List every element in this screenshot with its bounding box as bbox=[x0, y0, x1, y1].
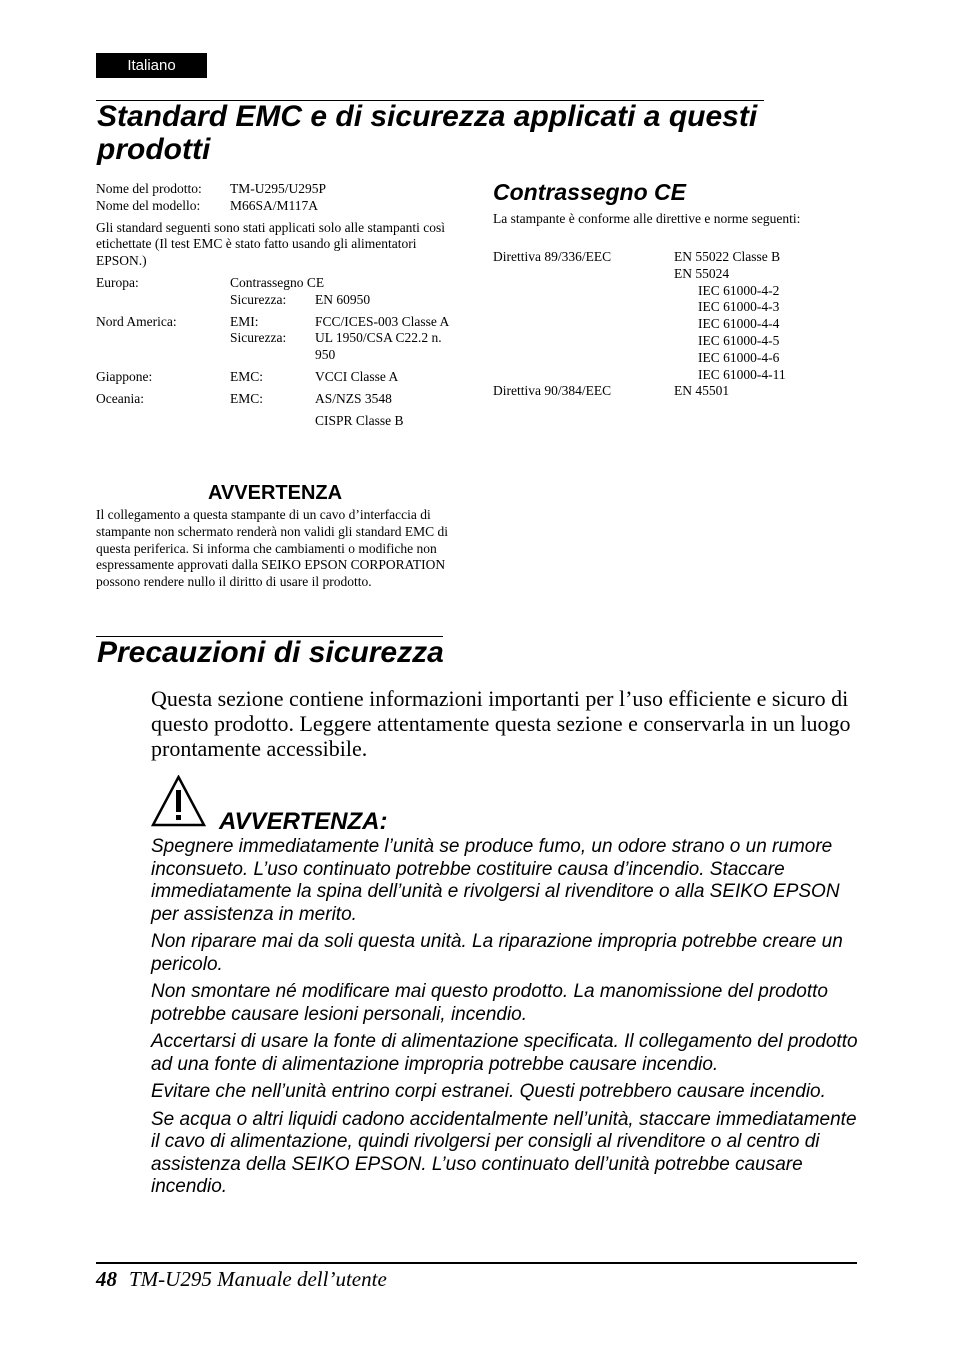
directive-standard: EN 45501 bbox=[674, 383, 730, 399]
iec-standard: IEC 61000-4-2 bbox=[698, 282, 780, 298]
warning-exclamation-icon bbox=[151, 775, 206, 827]
page-footer bbox=[96, 1267, 387, 1291]
emc-intro-text: Gli standard seguenti sono stati applicati solo alle stampanti così etichettate (Il test EMC è stato fatto usando gli alimentatori EPSON.) bbox=[96, 219, 446, 269]
language-tab: Italiano bbox=[96, 53, 207, 78]
footer-rule bbox=[96, 1262, 857, 1264]
region-label: Europa: bbox=[96, 274, 139, 290]
region-standard-label: Contrassegno CE bbox=[230, 274, 325, 290]
directive-label: Direttiva 89/336/EEC bbox=[493, 249, 612, 264]
region-standard-value: EN 60950 bbox=[315, 291, 371, 307]
directive-standard: EN 55022 Classe B bbox=[674, 249, 781, 264]
region-standard-value: FCC/ICES-003 Classe A bbox=[315, 313, 450, 329]
directive-standard: EN 55024 bbox=[674, 265, 730, 281]
warning-item: Accertarsi di usare la fonte di alimentazione specificata. Il collegamento del prodotto ad una fonte di alimentazione impropria potrebbe causare incendio. bbox=[151, 1031, 858, 1075]
page-number: 48 bbox=[96, 1267, 117, 1291]
iec-standard: IEC 61000-4-6 bbox=[698, 349, 780, 365]
warning-list bbox=[151, 836, 863, 1204]
region-standard-label: EMC: bbox=[230, 390, 264, 406]
region-standard-label: EMC: bbox=[230, 368, 264, 384]
warning-item: Spegnere immediatamente l’unità se produce fumo, un odore strano o un rumore inconsueto. L’uso continuato potrebbe costituire causa d’incendio. Staccare immediatamente la spina dell’unità e rivolgersi al rivenditore o alla SEIKO EPSON per assistenza in merito. bbox=[151, 836, 840, 925]
region-standard-label: EMI: bbox=[230, 313, 259, 329]
iec-standard: IEC 61000-4-11 bbox=[698, 366, 786, 382]
ce-mark-intro: La stampante è conforme alle direttive e norme seguenti: bbox=[493, 211, 801, 226]
region-standard-label: Sicurezza: bbox=[230, 330, 287, 346]
ce-directives bbox=[493, 249, 786, 400]
manual-title: TM-U295 Manuale dell’utente bbox=[129, 1267, 387, 1291]
warning-item: Non riparare mai da soli questa unità. La riparazione impropria potrebbe creare un pericolo. bbox=[151, 931, 843, 975]
regions-table bbox=[96, 275, 455, 429]
iec-standard: IEC 61000-4-5 bbox=[698, 332, 780, 348]
region-standard-value: UL 1950/CSA C22.2 n. 950 bbox=[315, 330, 442, 363]
region-standard-label: Sicurezza: bbox=[230, 291, 287, 307]
ce-mark-title: Contrassegno CE bbox=[493, 179, 686, 205]
ce-directives-table bbox=[493, 249, 786, 400]
region-label: Nord America: bbox=[96, 313, 177, 329]
product-name-label: Nome del prodotto: bbox=[96, 181, 202, 196]
region-standard-value: CISPR Classe B bbox=[315, 412, 404, 428]
region-standard-label bbox=[230, 413, 315, 430]
model-name-value: M66SA/M117A bbox=[230, 197, 319, 213]
product-name-value: TM-U295/U295P bbox=[230, 181, 327, 196]
iec-standard: IEC 61000-4-3 bbox=[698, 299, 780, 315]
model-name-label: Nome del modello: bbox=[96, 197, 201, 213]
section-title-emc: Standard EMC e di sicurezza applicati a questi prodotti bbox=[97, 100, 758, 166]
warning-title: AVVERTENZA: bbox=[219, 808, 388, 835]
safety-intro: Questa sezione contiene informazioni importanti per l’uso efficiente e sicuro di questo prodotto. Leggere attentamente questa sezione e conservarla in un luogo prontamente accessibile. bbox=[151, 686, 851, 761]
region-label: Giappone: bbox=[96, 368, 153, 384]
iec-standard: IEC 61000-4-4 bbox=[698, 316, 780, 332]
caution-title: AVVERTENZA bbox=[208, 482, 343, 504]
product-info-table bbox=[96, 181, 326, 215]
warning-item: Evitare che nell’unità entrino corpi estranei. Questi potrebbero causare incendio. bbox=[151, 1081, 826, 1102]
region-standard-value: VCCI Classe A bbox=[315, 368, 399, 384]
emc-spec-block bbox=[96, 181, 456, 429]
warning-item: Se acqua o altri liquidi cadono accidentalmente nell’unità, staccare immediatamente il cavo di alimentazione, quindi rivolgersi per consigli al rivenditore o al centro di assistenza della SEIKO EPSON. L’uso continuato dell’unità potrebbe causare incendio. bbox=[151, 1108, 857, 1197]
caution-text: Il collegamento a questa stampante di un cavo d’interfaccia di stampante non schermato renderà non validi gli standard EMC di questa periferica. Si informa che cambiamenti o modifiche non espressamente approvati dalla SEIKO EPSON CORPORATION possono rendere nullo il diritto di usare il prodotto. bbox=[96, 507, 449, 590]
region-label: Oceania: bbox=[96, 390, 144, 406]
section-title-safety: Precauzioni di sicurezza bbox=[97, 636, 444, 669]
region-standard-value: AS/NZS 3548 bbox=[315, 390, 392, 406]
directive-label: Direttiva 90/384/EEC bbox=[493, 383, 612, 399]
warning-item: Non smontare né modificare mai questo prodotto. La manomissione del prodotto potrebbe causare lesioni personali, incendio. bbox=[151, 981, 828, 1025]
